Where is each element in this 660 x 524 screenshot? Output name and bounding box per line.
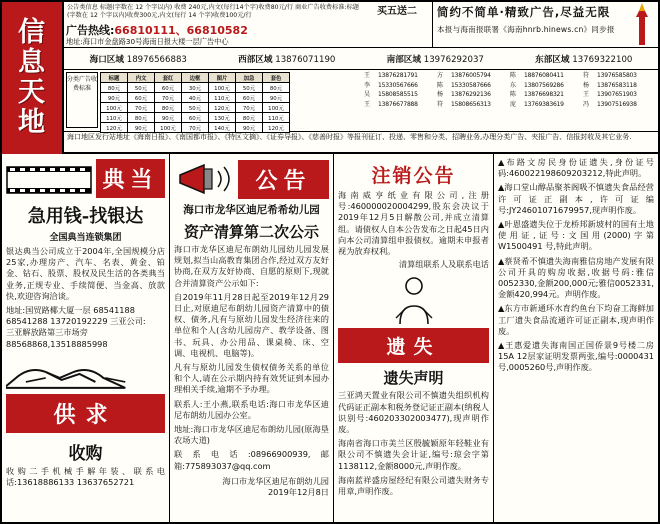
cancellation-sign: 清算组联系人及联系电话 [398, 259, 489, 270]
rate-cell: 110元 [263, 113, 290, 123]
column-announcement [170, 154, 334, 524]
ad-hotline-numbers: 66810111、66810582 [114, 24, 248, 37]
announcement-title-1: 海口市龙华区迪尼希希幼儿园 [183, 204, 320, 216]
rate-cell: 50元 [236, 83, 263, 93]
list-item [510, 81, 583, 91]
slogan-primary: 简约不简单·精致广告,尽益无限 [437, 5, 611, 19]
table-row [101, 103, 290, 113]
rate-cell: 140元 [209, 123, 236, 133]
masthead-top-strip [64, 2, 658, 48]
lost-notice-item: ▲海口堂山醇品聚茶阁吸不慎遗失食品经营许可证正副本,许可证编号:JY24601071679957,现声明作废。 [498, 182, 654, 215]
rate-cell: 40元 [182, 93, 209, 103]
contact-tel: 18876080411 [524, 72, 564, 79]
rate-cell: 80元 [101, 83, 128, 93]
rate-col-1: 内文 [128, 73, 155, 83]
lost-item: 海南省海口市美兰区殷毓颖原年轻鞋业有限公司不慎遗失会计证,编号:琼会字第 1138112,金额8000元,声明作废。 [338, 438, 489, 471]
rate-cell: 80元 [263, 83, 290, 93]
rate-cell: 70元 [236, 103, 263, 113]
logo-char-2: 息 [18, 47, 46, 78]
rate-cell: 80元 [128, 113, 155, 123]
contact-name: 陈 [510, 91, 517, 99]
megaphone-icon [174, 159, 234, 199]
announcement-contact: 联系人:王小燕,联系电话:海口市龙华区迪尼布朗幼儿园办公室。 [174, 398, 329, 420]
list-item [437, 90, 510, 100]
contact-name: 陈 [510, 72, 517, 79]
film-strip-icon [6, 163, 92, 197]
pawn-address-line-2: 三亚解放路第三市场旁 [6, 327, 88, 338]
lost-notice-item: ▲东方市新通环水育约鱼台下均奋工海鲜加工厂遗失食品流通许可证正副本,现声明作废。 [498, 303, 654, 336]
contact-name: 王 [364, 100, 371, 108]
ad-hotline [64, 24, 364, 48]
region-cell-3 [510, 53, 659, 65]
rate-table-area [64, 70, 658, 132]
rate-cell: 60元 [155, 83, 182, 93]
region-tel-2: 13976292037 [423, 54, 484, 65]
contact-tel: 15330567666 [378, 81, 418, 89]
contact-tel: 13769383619 [524, 100, 564, 108]
rate-cell: 120元 [101, 123, 128, 133]
rate-table [100, 72, 290, 133]
rate-cell: 90元 [263, 93, 290, 103]
pawn-address-line-0: 地址:国贸路椰大厦一层 68541188 [6, 305, 135, 316]
lost-item: 海南蓝祥盛房屋经纪有限公司遗失财务专用章,声明作废。 [338, 474, 489, 497]
list-item [510, 71, 583, 81]
region-contact-bar [64, 48, 658, 70]
supply-banner: 供求 [6, 394, 165, 433]
slogan-block [432, 2, 658, 48]
contact-name: 冯 [583, 100, 590, 108]
rate-cell: 100元 [155, 123, 182, 133]
lost-notice-item: ▲叶恩盛遗失位于龙桥邦新坡村的国有土地使用证,证号:文国用(2000)字第 W1500491 号,特此声明。 [498, 219, 654, 252]
contact-row [364, 90, 656, 100]
column-cancellation [334, 154, 494, 524]
handshake-icon [6, 352, 165, 392]
table-row [101, 73, 290, 83]
column-pawn [2, 154, 170, 524]
rate-cell: 60元 [182, 113, 209, 123]
region-label-3: 东部区域 [535, 54, 570, 65]
contact-name: 王 [364, 72, 371, 79]
promo-buy-five: 买五送二 [377, 6, 417, 17]
contact-name: 方 [437, 72, 444, 79]
contact-name: 陈 [437, 81, 444, 89]
announcement-signature: 海口市龙华区迪尼布朗幼儿园 [222, 475, 329, 486]
rate-col-2: 套红 [155, 73, 182, 83]
list-item [437, 81, 510, 91]
rate-cell: 60元 [236, 93, 263, 103]
list-item [437, 100, 510, 110]
region-cell-0 [64, 53, 213, 65]
region-cell-1 [213, 53, 362, 65]
contact-tel: 15808656313 [451, 100, 491, 108]
pawn-address-line-3: 88568868,13518885998 [6, 338, 108, 349]
list-item [583, 90, 656, 100]
region-label-1: 西部区域 [238, 54, 273, 65]
cancellation-body: 海南威亨纸业有限公司,注册号:460000020004299,股东会决议于2019年12月5日解散公司,并成立清算组。请债权人自本公告发布之日起45日内向本公司清算组申报债权。逾期未申报者视为放弃权利。 [338, 190, 489, 257]
contact-tel: 13807569286 [524, 81, 564, 89]
logo-char-4: 地 [18, 107, 46, 138]
pawn-body: 银达典当公司成立于2004年,全国规模分店25家,办理房产、汽车、名表、黄金、铂金、钻石、股票、股权及民生活的各类典当业务,正规专业、手续简便、当金高、放款快,欢迎咨询洽谈。 [6, 246, 165, 301]
table-row [101, 83, 290, 93]
list-item [583, 81, 656, 91]
rate-cell: 80元 [155, 103, 182, 113]
contact-tel: 13876005794 [451, 72, 491, 79]
announcement-para-1: 海口市龙华区迪尼布朗幼儿园幼儿园发展规划,拟当山高教育集团合作,经过双方友好协商,在双方友好协商、自愿的原则下,现就合并清算资产公示如下: [174, 244, 329, 288]
announcement-banner: 公告 [238, 160, 329, 199]
contact-name: 符 [437, 100, 444, 108]
pawn-headline: 急用钱-找银达 [27, 206, 144, 227]
rate-col-3: 边框 [182, 73, 209, 83]
purchase-body: 收购二手机械手解年装、联系电话:13618886133 13637652721 [6, 465, 165, 488]
contact-tel: 15808585515 [378, 91, 418, 99]
rate-cell: 50元 [128, 83, 155, 93]
rate-cell: 110元 [209, 93, 236, 103]
contact-name: 庞 [510, 100, 517, 108]
lost-item: 三亚鸿天置业有限公司不慎遗失组织机构代码证正副本和税务登记证正副本(纳税人识别号:460203302003477),现声明作废。 [338, 390, 489, 435]
lost-notice-item: ▲布路文房民身份证遗失,身份证号码:460022198609203212,特此声明。 [498, 157, 654, 179]
contact-name: 王 [583, 91, 590, 99]
pawn-address-line-1: 68541288 13720192229 三亚公司: [6, 316, 146, 327]
region-label-2: 南部区域 [386, 54, 421, 65]
list-item [583, 100, 656, 110]
list-item [583, 71, 656, 81]
lost-notice-item: ▲蔡贤希不慎遗失海南雅信房地产发展有限公司开具的购房收据,收据号码:雅信0052330,金额200,000元;雅信0052331,金额420,994元。声明作废。 [498, 255, 654, 300]
contact-name: 李 [364, 81, 371, 89]
region-tel-0: 18976566883 [126, 54, 187, 65]
logo-char-1: 信 [18, 17, 46, 48]
ad-rate-rules: 公告类信息 标题(字数在 12 个字以内) 收费 240元,内文(每行14个字)收费80元/行 商业广告收费标准:标题(字数在 12 个字以内)收费300元,内文(每行 14 个字)收费100元/行 [67, 4, 359, 20]
rate-cell: 100元 [101, 103, 128, 113]
rate-cell: 120元 [209, 103, 236, 113]
lost-banner: 遗失 [338, 328, 489, 363]
pawn-header [6, 159, 165, 198]
announcement-para-2: 自2019年11月28日起至2019年12月29日止,对原迪尼布朗幼儿园资产清算中的债权、债务,凡有与原幼儿园发生经济往来的单位和个人(含幼儿园房产、教学设备、图书、玩具、办公用品、课桌椅、床、空调、电视机、电脑等)。 [174, 291, 329, 358]
rate-cell: 100元 [209, 83, 236, 93]
list-item [510, 100, 583, 110]
contact-row [364, 100, 656, 110]
contact-row [364, 81, 656, 91]
rate-cell: 100元 [263, 103, 290, 113]
lost-notice-item: ▲王惠爱遗失海南国正国侨景9号楼二房15A 12层家证明发票两张,编号:0000431号,0005260号,声明作废。 [498, 340, 654, 373]
rate-cell: 130元 [209, 113, 236, 123]
list-item [364, 90, 437, 100]
list-item [437, 71, 510, 81]
contact-tel: 13876677888 [378, 100, 418, 108]
torch-icon [628, 3, 656, 49]
publication-logo [2, 2, 64, 154]
rate-cell: 30元 [182, 83, 209, 93]
table-row [101, 93, 290, 103]
person-illustration-icon [386, 274, 442, 326]
contact-tel: 13876292136 [451, 91, 491, 99]
contact-tel: 13907651903 [597, 91, 637, 99]
list-item [364, 71, 437, 81]
contact-tel: 13876583118 [597, 81, 637, 89]
contact-tel: 13976585803 [597, 72, 637, 79]
rate-cell: 70元 [182, 123, 209, 133]
contact-tel: 15330587666 [451, 81, 491, 89]
region-cell-2 [361, 53, 510, 65]
rate-cell: 90元 [236, 123, 263, 133]
rate-col-6: 套色 [263, 73, 290, 83]
contact-name: 杨 [437, 91, 444, 99]
rate-cell: 70元 [128, 103, 155, 113]
announcement-date: 2019年12月8日 [267, 487, 329, 498]
logo-char-3: 天 [18, 77, 46, 108]
region-label-0: 海口区域 [89, 54, 124, 65]
announcement-address: 地址:海口市龙华区迪尼布朗幼儿园(原海垦农场大道) [174, 424, 329, 446]
contact-name: 吴 [364, 91, 371, 99]
rate-cell: 70元 [155, 93, 182, 103]
announcement-header [174, 159, 329, 199]
rate-cell: 80元 [236, 113, 263, 123]
rate-table-label: 分类广告收费标准 [66, 72, 98, 128]
rate-cell: 110元 [101, 113, 128, 123]
rate-cell: 50元 [182, 103, 209, 113]
contact-list [364, 71, 656, 131]
table-row [101, 113, 290, 123]
rate-col-4: 图片 [209, 73, 236, 83]
rate-cell: 90元 [128, 123, 155, 133]
masthead [2, 2, 658, 154]
purchase-title: 收购 [68, 443, 103, 464]
rate-cell: 90元 [155, 113, 182, 123]
ad-hotline-label: 广告热线: [66, 24, 115, 37]
distribution-notice: 海口地区发行站地址《海南日报》、《南国都市报》、《特区文摘》、《证券导报》、《慈善时报》等报刊征订、投递、零售和分类、招聘业务,办理分类广告、夹报广告、信报封收及其它业务. [67, 133, 632, 141]
contact-tel: 13876281791 [378, 72, 418, 79]
announcement-title-2: 资产清算第二次公示 [183, 223, 319, 241]
rate-col-5: 加急 [236, 73, 263, 83]
list-item [510, 90, 583, 100]
classified-columns [2, 154, 658, 524]
contact-name: 东 [510, 81, 517, 89]
ad-address-note: 地址:海口市金盘路30号海南日报大楼一层广告中心 [66, 37, 229, 46]
announcement-para-3: 凡有与原幼儿园发生债权债务关系的单位和个人,请在公示期内持有效凭证到本园办理相关手续,逾期不予办理。 [174, 362, 329, 395]
contact-row [364, 71, 656, 81]
cancellation-title: 注销公告 [371, 165, 456, 187]
contact-tel: 13876698321 [524, 91, 564, 99]
lost-title: 遗失声明 [383, 369, 444, 388]
pawn-subhead: 全国典当连锁集团 [49, 233, 122, 243]
region-tel-3: 13769322100 [572, 54, 633, 65]
rate-cell: 90元 [101, 93, 128, 103]
table-row [101, 123, 290, 133]
list-item [364, 81, 437, 91]
column-lost-notices [494, 154, 658, 524]
rate-cell: 60元 [128, 93, 155, 103]
slogan-secondary: 本报与海南报联署《海南hnrb.hinews.cn》同步报 [437, 25, 615, 34]
list-item [364, 100, 437, 110]
announcement-tel: 联系电话:08966900939,邮箱:775893037@qq.com [174, 449, 329, 471]
contact-tel: 13907516938 [597, 100, 637, 108]
contact-name: 杨 [583, 81, 590, 89]
region-tel-1: 13876071190 [275, 54, 336, 65]
contact-name: 符 [583, 72, 590, 79]
pawn-banner: 典当 [96, 159, 165, 198]
rate-col-0: 标题 [101, 73, 128, 83]
rate-cell: 120元 [263, 123, 290, 133]
